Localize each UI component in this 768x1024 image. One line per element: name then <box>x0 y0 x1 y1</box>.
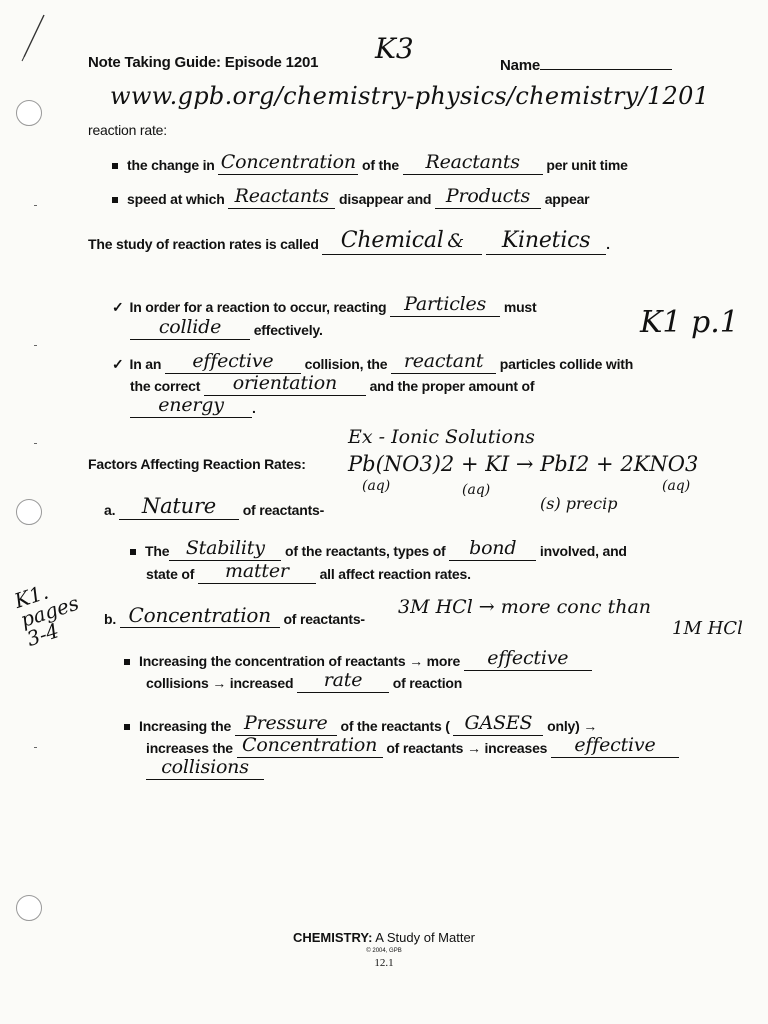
study-line: The study of reaction rates is called Chemical & Kinetics . <box>88 228 610 253</box>
fill-matter: matter <box>225 560 289 582</box>
bullet-icon <box>124 659 130 665</box>
fill-reactants: Reactants <box>425 151 520 173</box>
fill-kinetics: Kinetics <box>501 228 591 253</box>
bullet-icon <box>112 163 118 169</box>
bullet-icon <box>124 724 130 730</box>
handwritten-url: www.gpb.org/chemistry-physics/chemistry/1201 <box>110 82 710 110</box>
fill-concentration-b: Concentration <box>128 603 271 627</box>
fill-collisions: collisions <box>161 756 249 778</box>
name-field[interactable] <box>500 54 672 74</box>
fill-energy: energy <box>158 394 224 416</box>
binder-hole-bottom <box>16 895 42 921</box>
fill-chemical: Chemical <box>340 228 444 253</box>
scan-mark <box>34 747 37 748</box>
factor-b: b. Concentration of reactants- <box>104 603 365 627</box>
factors-label: Factors Affecting Reaction Rates: <box>88 456 306 472</box>
collision-item-2-line2: the correct orientation and the proper amount of <box>130 372 535 394</box>
fill-orientation: orientation <box>232 372 337 394</box>
fill-rate: rate <box>323 669 363 691</box>
fill-gases: GASES <box>464 712 533 734</box>
collision-item-2-line3: energy . <box>130 398 256 418</box>
footer-title: CHEMISTRY: A Study of Matter <box>292 930 476 945</box>
fill-reactant: reactant <box>403 350 484 372</box>
rate-bullet-2: speed at which Reactants disappear and Products appear <box>112 189 589 209</box>
collision-item-1: ✓ In order for a reaction to occur, reacting Particles must <box>112 293 537 315</box>
name-label: Name <box>500 57 541 74</box>
margin-note-k1p1: K1 p.1 <box>640 305 739 340</box>
margin-note-k1-pages: K1. pages 3-4 <box>11 579 82 651</box>
bullet-icon <box>112 197 118 203</box>
footer-copyright: © 2004, GPB <box>366 948 402 954</box>
hcl-note-2: 1M HCl <box>672 618 743 639</box>
guide-title: Note Taking Guide: Episode 1201 <box>88 54 319 71</box>
fill-effective-c: effective <box>574 734 656 756</box>
fill-stability: Stability <box>185 537 265 559</box>
fill-products: Products <box>445 185 531 207</box>
reaction-rate-label: reaction rate: <box>88 122 167 138</box>
state-aq-2: (aq) <box>462 482 491 498</box>
rate-bullet-1: the change in Concentration of the Reactants per unit time <box>112 155 628 175</box>
binder-hole-middle <box>16 499 42 525</box>
checkmark-icon: ✓ <box>112 299 124 315</box>
scan-mark <box>34 443 37 444</box>
state-solid-precip: (s) precip <box>540 494 618 513</box>
scan-mark <box>34 345 37 346</box>
fill-pressure: Pressure <box>244 712 328 734</box>
fill-collide: collide <box>158 316 222 338</box>
collision-item-1-line2: collide effectively. <box>130 320 323 340</box>
collision-item-2: ✓ In an effective collision, the reactant particles collide with <box>112 350 634 372</box>
fill-bond: bond <box>469 537 517 559</box>
hcl-note: 3M HCl → more conc than <box>398 596 652 618</box>
fill-concentration-c: Concentration <box>242 734 378 756</box>
factor-b-bullet-2-line2: increases the Concentration of reactants → increases effective <box>146 738 679 758</box>
scan-mark <box>34 205 37 206</box>
factor-b-bullet-1: Increasing the concentration of reactants → more effective <box>124 651 592 671</box>
factor-a-bullet: The Stability of the reactants, types of bond involved, and <box>130 541 627 561</box>
state-aq-1: (aq) <box>362 478 391 494</box>
factor-a-bullet-line2: state of matter all affect reaction rates. <box>146 560 471 582</box>
fill-reactants-2: Reactants <box>234 185 329 207</box>
factor-b-bullet-1-line2: collisions → increased rate of reaction <box>146 669 463 691</box>
factor-a: a. Nature of reactants- <box>104 494 325 518</box>
fill-effective-b: effective <box>487 647 569 669</box>
fill-effective: effective <box>192 350 274 372</box>
tag-k3: K3 <box>375 32 414 65</box>
factor-b-bullet-2: Increasing the Pressure of the reactants ( GASES only) → <box>124 716 597 736</box>
example-title: Ex - Ionic Solutions <box>348 426 535 448</box>
fill-particles: Particles <box>404 293 487 315</box>
factor-b-bullet-2-line3 <box>146 756 264 780</box>
fill-concentration: Concentration <box>220 151 356 173</box>
pen-mark-icon <box>18 12 48 62</box>
state-aq-3: (aq) <box>662 478 691 494</box>
page-number: 12.1 <box>374 957 394 969</box>
checkmark-icon: ✓ <box>112 356 124 372</box>
chemical-equation: Pb(NO3)2 + KI → PbI2 + 2KNO3 <box>348 452 699 476</box>
fill-nature: Nature <box>141 494 217 518</box>
bullet-icon <box>130 549 136 555</box>
binder-hole-top <box>16 100 42 126</box>
